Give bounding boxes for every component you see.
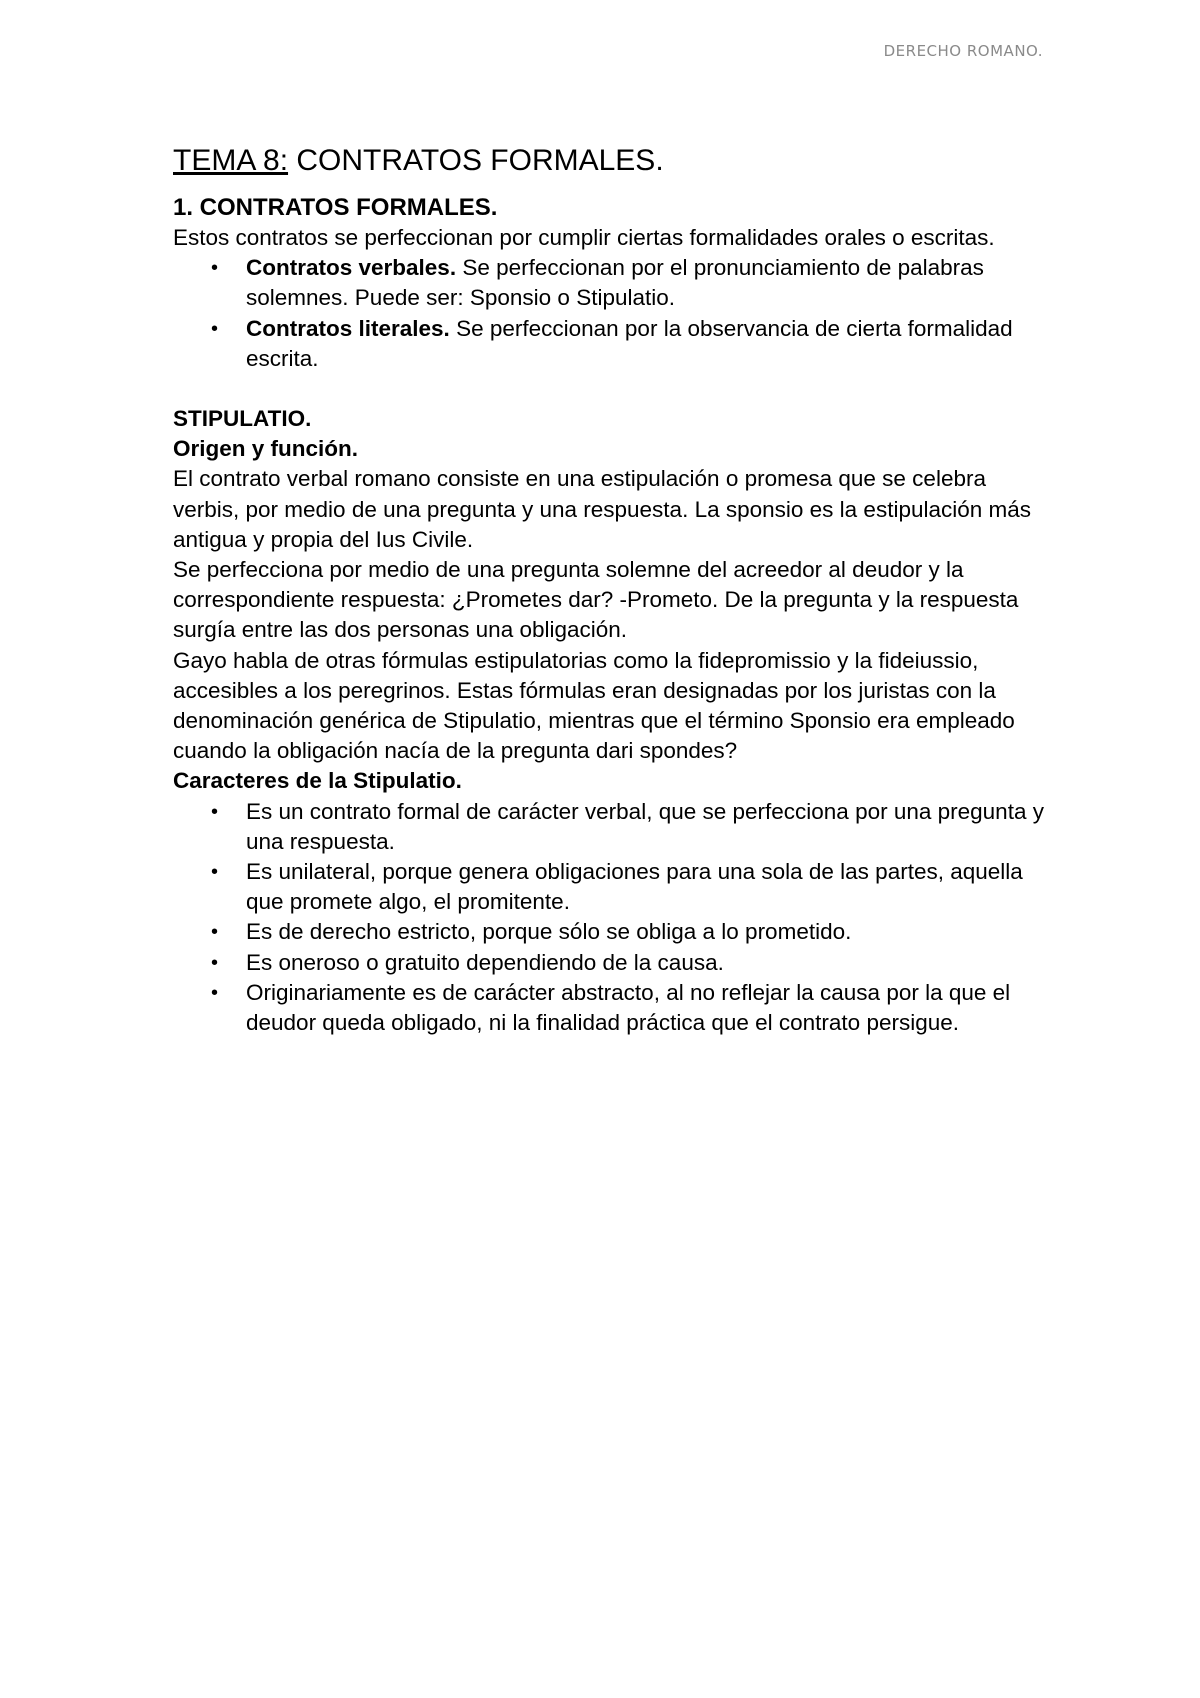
paragraph: Gayo habla de otras fórmulas estipulatorias como la fidepromissio y la fideiussio, accesibles a los peregrinos. Estas fórmulas eran designadas por los juristas con la denominación genérica de Stipulatio, mientras que el término Sponsio era empleado cuando la obligación nacía de la pregunta dari spondes?: [173, 647, 1015, 764]
list-item-text: Se perfeccionan por el pronunciamiento de palabras solemnes. Puede ser: Sponsio o Stipulatio.: [246, 255, 984, 311]
paragraph: Se perfecciona por medio de una pregunta solemne del acreedor al deudor y la correspondiente respuesta: ¿Prometes dar? -Prometo. De la pregunta y la respuesta surgía entre las dos personas una obligación.: [173, 557, 1019, 643]
caracteres-list: [173, 797, 1053, 1039]
list-item: [173, 857, 1053, 917]
paragraph: El contrato verbal romano consiste en una estipulación o promesa que se celebra verbis, por medio de una pregunta y una respuesta. La sponsio es la estipulación más antigua y propia del Ius Civile.: [173, 466, 1032, 552]
bullet-icon: •: [211, 257, 219, 280]
list-item: [173, 797, 1053, 857]
list-item-text: Es oneroso o gratuito dependiendo de la causa.: [246, 949, 724, 975]
list-item: [173, 948, 1053, 978]
bullet-icon: •: [211, 317, 219, 340]
title-prefix: TEMA 8:: [173, 144, 289, 177]
document-body: [173, 143, 1053, 1038]
bullet-icon: •: [211, 861, 219, 884]
bullet-icon: •: [211, 981, 219, 1004]
list-item-text: Se perfeccionan por la observancia de cierta formalidad escrita.: [246, 315, 1013, 371]
bullet-icon: •: [211, 951, 219, 974]
list-item-text: Originariamente es de carácter abstracto, al no reflejar la causa por la que el deudor queda obligado, ni la finalidad práctica que el contrato persigue.: [246, 979, 1011, 1036]
bullet-icon: •: [211, 921, 219, 944]
section-intro: Estos contratos se perfeccionan por cumplir ciertas formalidades orales o escritas.: [173, 225, 995, 250]
caracteres-subheading: Caracteres de la Stipulatio.: [173, 768, 462, 794]
list-item-term: Contratos verbales.: [246, 255, 457, 281]
origin-subheading: Origen y función.: [173, 436, 359, 462]
list-item-term: Contratos literales.: [246, 315, 450, 341]
list-item: [173, 978, 1053, 1038]
title-text: CONTRATOS FORMALES.: [288, 144, 664, 177]
section-heading: 1. CONTRATOS FORMALES.: [173, 194, 498, 221]
contract-types-list: [173, 253, 1053, 374]
list-item-text: Es unilateral, porque genera obligaciones para una sola de las partes, aquella que promete algo, el promitente.: [246, 859, 1023, 915]
list-item: [173, 917, 1053, 947]
list-item: [173, 314, 1053, 374]
stipulatio-heading: STIPULATIO.: [173, 406, 312, 432]
list-item: [173, 253, 1053, 313]
spacer: [173, 374, 1053, 404]
page-title: [173, 143, 1053, 179]
list-item-text: Es un contrato formal de carácter verbal, que se perfecciona por una pregunta y una respuesta.: [246, 798, 1044, 854]
running-header: DERECHO ROMANO.: [883, 42, 1043, 60]
list-item-text: Es de derecho estricto, porque sólo se obliga a lo prometido.: [246, 919, 852, 945]
bullet-icon: •: [211, 800, 219, 823]
